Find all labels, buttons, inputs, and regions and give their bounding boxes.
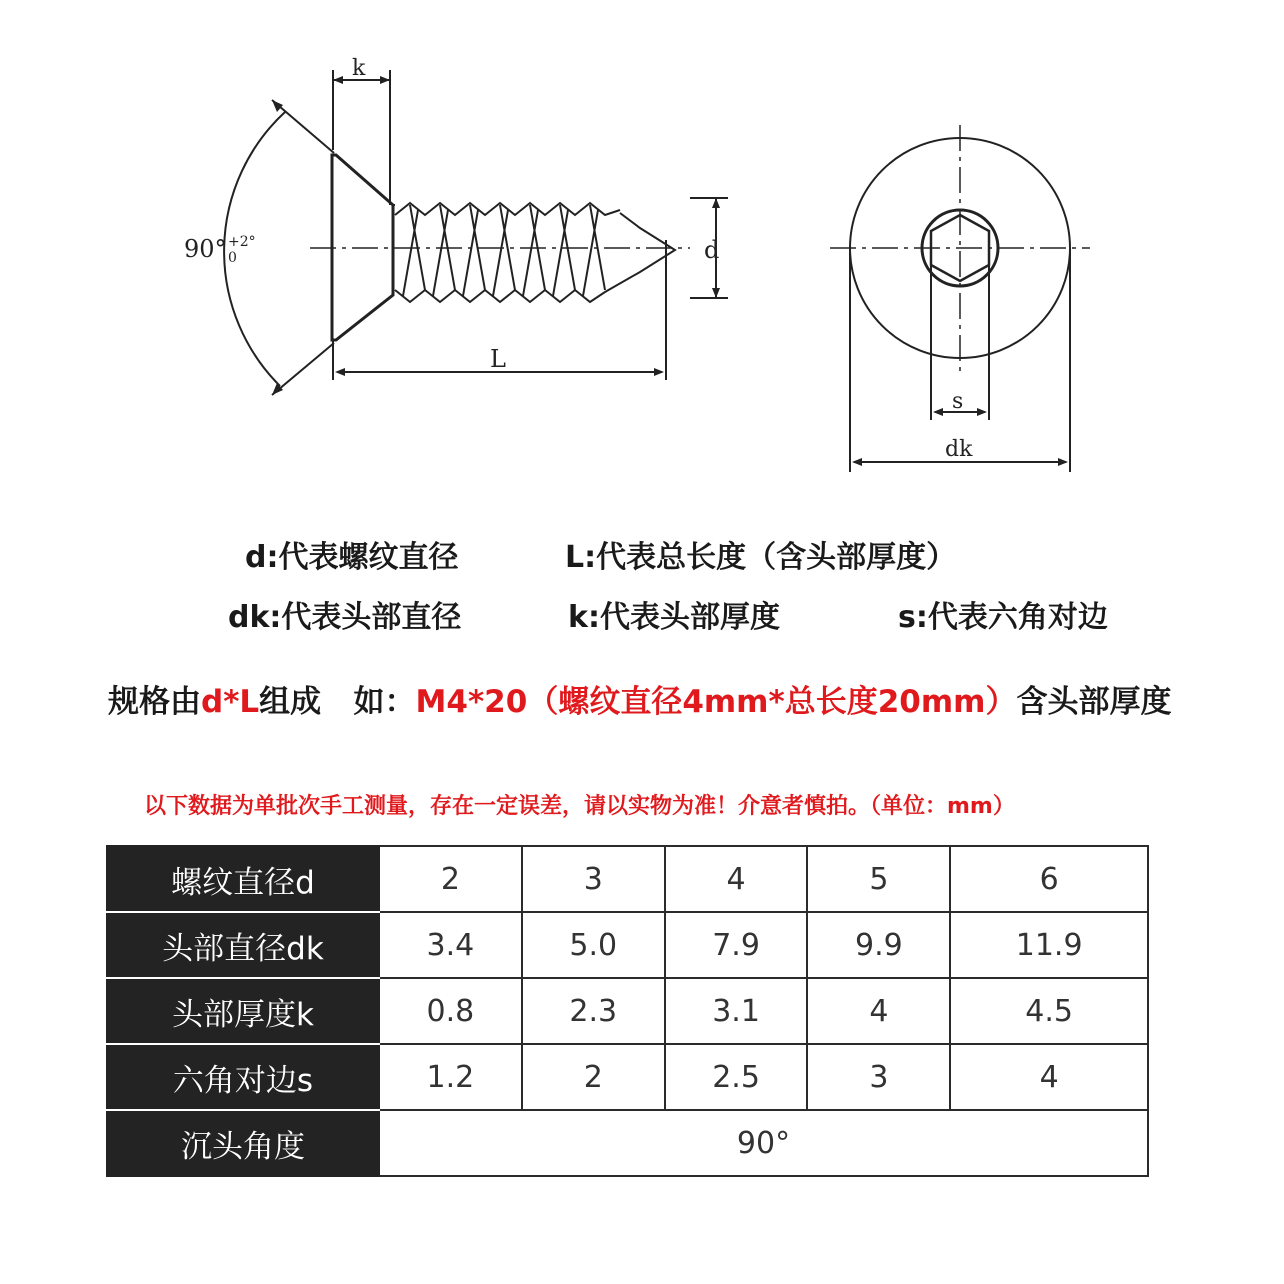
k-label: k	[352, 56, 366, 81]
table-row	[107, 846, 1148, 912]
table-cell: 2.3	[522, 978, 665, 1044]
angle-label: 90°	[184, 235, 227, 263]
angle-value-cell: 90°	[379, 1110, 1148, 1176]
angle-tol-lower: 0	[228, 250, 237, 266]
legend-s: s:代表六角对边	[898, 600, 1108, 635]
table-cell: 6	[950, 846, 1148, 912]
table-cell: 4	[950, 1044, 1148, 1110]
table-cell: 0.8	[379, 978, 522, 1044]
table-row	[107, 912, 1148, 978]
table-cell: 3	[522, 846, 665, 912]
table-cell: 5	[807, 846, 950, 912]
table-cell: 4	[665, 846, 808, 912]
spec-example: M4*20（螺纹直径4mm*总长度20mm）	[415, 684, 1017, 720]
d-label: d	[704, 236, 720, 264]
dk-label: dk	[945, 437, 973, 462]
table-cell: 11.9	[950, 912, 1148, 978]
table-row-angle	[107, 1110, 1148, 1176]
spec-description	[108, 676, 1171, 721]
row-header: 螺纹直径d	[107, 846, 379, 912]
row-header: 沉头角度	[107, 1110, 379, 1176]
table-cell: 7.9	[665, 912, 808, 978]
table-cell: 3.4	[379, 912, 522, 978]
spec-formula: d*L	[201, 684, 260, 720]
spec-suffix: 含头部厚度	[1016, 684, 1172, 720]
row-header: 头部直径dk	[107, 912, 379, 978]
table-cell: 2	[379, 846, 522, 912]
legend-L: L:代表总长度（含头部厚度）	[565, 540, 957, 575]
row-header: 头部厚度k	[107, 978, 379, 1044]
table-cell: 9.9	[807, 912, 950, 978]
angle-tol-upper: +2°	[228, 234, 256, 250]
table-cell: 2.5	[665, 1044, 808, 1110]
legend-d: d:代表螺纹直径	[245, 540, 459, 575]
legend-k: k:代表头部厚度	[568, 600, 780, 635]
table-cell: 4	[807, 978, 950, 1044]
spec-table	[106, 845, 1149, 1177]
L-label: L	[490, 345, 506, 373]
table-cell: 1.2	[379, 1044, 522, 1110]
legend-dk: dk:代表头部直径	[228, 600, 462, 635]
spec-prefix: 规格由	[108, 684, 201, 720]
table-cell: 3.1	[665, 978, 808, 1044]
table-row	[107, 978, 1148, 1044]
table-row	[107, 1044, 1148, 1110]
screw-technical-drawing	[0, 0, 1284, 520]
spec-middle: 组成 如：	[259, 684, 416, 720]
measurement-notice: 以下数据为单批次手工测量，存在一定误差，请以实物为准！介意者慎拍。（单位：mm）	[144, 794, 1015, 819]
table-cell: 4.5	[950, 978, 1148, 1044]
row-header: 六角对边s	[107, 1044, 379, 1110]
s-label: s	[952, 389, 964, 414]
table-cell: 5.0	[522, 912, 665, 978]
table-cell: 3	[807, 1044, 950, 1110]
table-cell: 2	[522, 1044, 665, 1110]
